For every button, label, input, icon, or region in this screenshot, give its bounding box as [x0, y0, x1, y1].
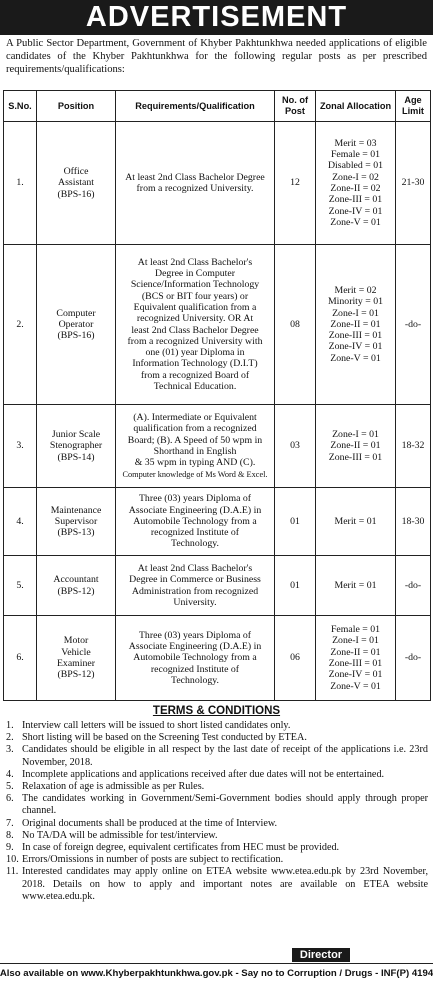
header-age: Age Limit: [396, 91, 431, 122]
intro-paragraph: A Public Sector Department, Government of Khyber Pakhtunkhwa needed applications of eligible candidates of the Khyber Pakhtunkhwa for the following regular posts as per prescribed requirements/qualifications:: [6, 38, 427, 75]
term-text: Original documents shall be produced at the time of Interview.: [22, 817, 278, 829]
row-age: -do-: [396, 556, 431, 616]
row-position: Accountant (BPS-12): [37, 556, 116, 616]
row-zonal: Zone-I = 01 Zone-II = 01 Zone-III = 01: [316, 405, 396, 488]
terms-list: [6, 720, 428, 903]
row-zonal: Female = 01 Zone-I = 01 Zone-II = 01 Zone-III = 01 Zone-IV = 01 Zone-V = 01: [316, 616, 396, 701]
row-posts: 01: [275, 488, 316, 556]
terms-title: TERMS & CONDITIONS: [152, 705, 281, 717]
row-age: -do-: [396, 245, 431, 405]
row-posts: 06: [275, 616, 316, 701]
term-number: 2.: [6, 732, 14, 744]
row-age: 18-32: [396, 405, 431, 488]
row-sno: 6.: [4, 616, 37, 701]
row-qualification-cell: [116, 405, 275, 488]
table-header-row: [4, 91, 431, 122]
row-position: Junior Scale Stenographer (BPS-14): [37, 405, 116, 488]
row-zonal: Merit = 03 Female = 01 Disabled = 01 Zone-I = 02 Zone-II = 02 Zone-III = 01 Zone-IV = 01 Zone-V = 01: [316, 122, 396, 245]
row-age: -do-: [396, 616, 431, 701]
row-qualification: Three (03) years Diploma of Associate Engineering (D.A.E) in Automobile Technology from a recognized Institute of Technology.: [116, 616, 275, 701]
row-posts: 03: [275, 405, 316, 488]
row-age: 21-30: [396, 122, 431, 245]
row-sno: 2.: [4, 245, 37, 405]
term-item: [6, 818, 428, 830]
row-position: Office Assistant (BPS-16): [37, 122, 116, 245]
footer-text: Also available on www.Khyberpakhtunkhwa.gov.pk - Say no to Corruption / Drugs - INF(P) 4194: [0, 967, 433, 979]
row-sno: 4.: [4, 488, 37, 556]
advertisement-title: ADVERTISEMENT: [85, 1, 348, 33]
table-row: [4, 405, 431, 488]
row-qualification-note: Computer knowledge of Ms Word & Excel.: [122, 469, 268, 479]
term-item: [6, 793, 428, 817]
term-number: 1.: [6, 720, 14, 731]
term-text: No TA/DA will be admissible for test/interview.: [22, 829, 218, 841]
term-number: 9.: [6, 842, 14, 854]
term-text: In case of foreign degree, equivalent certificates from HEC must be provided.: [22, 842, 340, 854]
row-zonal: Merit = 02 Minority = 01 Zone-I = 01 Zone-II = 01 Zone-III = 01 Zone-IV = 01 Zone-V = 01: [316, 245, 396, 405]
table-row: [4, 245, 431, 405]
term-text: Interested candidates may apply online on ETEA website www.etea.edu.pk by 23rd November, 2018. Details on how to apply and important notes are available on ETEA website www.etea.edu.pk.: [22, 866, 428, 902]
row-position: Motor Vehicle Examiner (BPS-12): [37, 616, 116, 701]
term-item: [6, 732, 428, 744]
term-item: [6, 781, 428, 793]
row-sno: 3.: [4, 405, 37, 488]
term-number: 6.: [6, 793, 14, 805]
header-position: Position: [37, 91, 116, 122]
term-item: [6, 830, 428, 842]
row-age: 18-30: [396, 488, 431, 556]
row-qualification: At least 2nd Class Bachelor Degree from a recognized University.: [116, 122, 275, 245]
term-item: [6, 854, 428, 866]
header-zonal: Zonal Allocation: [316, 91, 396, 122]
table-row: [4, 556, 431, 616]
footer-bar: [0, 963, 433, 982]
table-row: [4, 616, 431, 701]
term-item: [6, 769, 428, 781]
header-posts: No. of Post: [275, 91, 316, 122]
term-number: 8.: [6, 829, 14, 841]
row-sno: 1.: [4, 122, 37, 245]
row-qualification: Three (03) years Diploma of Associate Engineering (D.A.E) in Automobile Technology from a recognized Institute of Technology.: [116, 488, 275, 556]
advertisement-banner: [0, 0, 433, 35]
row-qualification: (A). Intermediate or Equivalent qualification from a recognized Board; (B). A Speed of 50 wpm in Shorthand in English & 35 wpm in typing AND (C).: [127, 412, 263, 469]
row-posts: 08: [275, 245, 316, 405]
term-text: The candidates working in Government/Semi-Government bodies should apply through proper channel.: [22, 793, 428, 817]
term-text: Candidates should be eligible in all respect by the last date of receipt of the applications i.e. 23rd November, 2018.: [22, 744, 428, 768]
row-posts: 12: [275, 122, 316, 245]
term-text: Errors/Omissions in number of posts are subject to rectification.: [22, 854, 284, 866]
term-number: 3.: [6, 744, 14, 756]
row-sno: 5.: [4, 556, 37, 616]
header-sno: S.No.: [4, 91, 37, 122]
posts-table: [3, 90, 431, 701]
term-item: [6, 744, 428, 768]
row-zonal: Merit = 01: [316, 556, 396, 616]
table-row: [4, 488, 431, 556]
row-position: Computer Operator (BPS-16): [37, 245, 116, 405]
term-number: 11.: [6, 866, 19, 878]
term-number: 7.: [6, 817, 14, 829]
term-text: Relaxation of age is admissible as per Rules.: [22, 781, 205, 793]
table-row: [4, 122, 431, 245]
term-number: 4.: [6, 768, 14, 780]
director-signature: Director: [292, 948, 350, 962]
row-posts: 01: [275, 556, 316, 616]
row-position: Maintenance Supervisor (BPS-13): [37, 488, 116, 556]
row-qualification: At least 2nd Class Bachelor's Degree in Commerce or Business Administration from recognized University.: [116, 556, 275, 616]
term-item: [6, 842, 428, 854]
term-item: [6, 866, 428, 903]
term-text: Short listing will be based on the Screening Test conducted by ETEA.: [22, 732, 307, 744]
header-qualification: Requirements/Qualification: [116, 91, 275, 122]
term-number: 5.: [6, 781, 14, 793]
row-zonal: Merit = 01: [316, 488, 396, 556]
term-text: Incomplete applications and applications received after due dates will not be entertained.: [22, 768, 385, 780]
term-number: 10.: [6, 854, 19, 866]
row-qualification: At least 2nd Class Bachelor's Degree in Computer Science/Information Technology (BCS or BIT four years) or Equivalent qualification from a recognized University. OR At least 2nd Class Bachelor Degree from a recognized University with one (01) year Diploma in Information Technology (D.I.T) from a recognized Board of Technical Education.: [116, 245, 275, 405]
term-text: Interview call letters will be issued to short listed candidates only.: [22, 720, 291, 731]
term-item: [6, 720, 428, 732]
